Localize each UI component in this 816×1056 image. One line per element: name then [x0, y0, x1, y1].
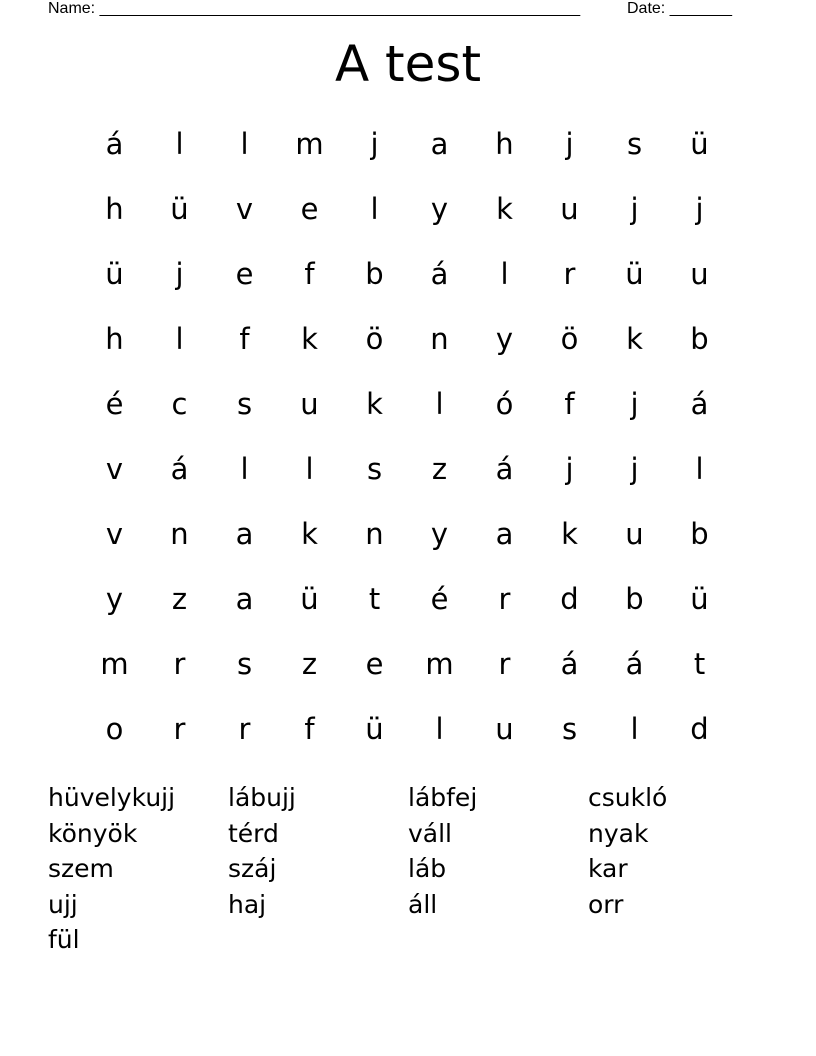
grid-cell: t	[368, 582, 381, 616]
grid-cell: a	[235, 582, 254, 616]
grid-cell: á	[495, 452, 514, 486]
grid-cell: ü	[625, 257, 644, 291]
grid-cell: j	[695, 192, 704, 226]
grid-cell: z	[301, 647, 318, 681]
grid-cell: ü	[170, 192, 189, 226]
grid-cell: á	[105, 127, 124, 161]
word-list-item: áll	[408, 889, 438, 919]
grid-cell: h	[105, 192, 124, 226]
grid-cell: u	[690, 257, 709, 291]
grid-cell: n	[365, 517, 384, 551]
grid-cell: á	[625, 647, 644, 681]
grid-cell: b	[365, 257, 384, 291]
grid-cell: k	[301, 517, 318, 551]
grid-cell: l	[240, 452, 249, 486]
grid-cell: h	[495, 127, 514, 161]
grid-cell: v	[235, 192, 254, 226]
grid-cell: ö	[365, 322, 384, 356]
grid-cell: j	[630, 452, 639, 486]
word-list	[48, 780, 768, 958]
grid-cell: k	[301, 322, 318, 356]
grid-cell: z	[431, 452, 448, 486]
grid-cell: f	[239, 322, 250, 356]
word-list-item: kar	[588, 854, 628, 883]
grid-cell: ü	[365, 712, 384, 746]
grid-cell: ü	[300, 582, 319, 616]
word-list-item: lábfej	[408, 783, 478, 812]
grid-cell: l	[695, 452, 704, 486]
grid-cell: s	[236, 647, 253, 681]
grid-cell: l	[240, 127, 249, 161]
grid-cell: t	[693, 647, 706, 681]
date-field-label: Date: _______	[627, 0, 732, 17]
grid-cell: j	[630, 387, 639, 421]
grid-cell: d	[560, 582, 579, 616]
grid-cell: n	[170, 517, 189, 551]
grid-cell: á	[560, 647, 579, 681]
grid-cell: s	[626, 127, 643, 161]
grid-cell: ö	[560, 322, 579, 356]
word-list-item: szem	[48, 854, 114, 883]
grid-cell: r	[563, 257, 576, 291]
grid-cell: e	[365, 647, 384, 681]
page-title: A test	[334, 35, 482, 93]
grid-cell: u	[495, 712, 514, 746]
grid-cell: á	[690, 387, 709, 421]
grid-cell: v	[105, 452, 124, 486]
grid-cell: j	[565, 127, 574, 161]
grid-cell: k	[561, 517, 578, 551]
grid-cell: á	[430, 257, 449, 291]
grid-cell: o	[105, 712, 124, 746]
word-list-item: hüvelykujj	[48, 783, 176, 812]
grid-cell: s	[366, 452, 383, 486]
grid-cell: m	[100, 647, 129, 681]
grid-cell: l	[175, 322, 184, 356]
grid-cell: f	[304, 712, 315, 746]
word-list-item: könyök	[48, 818, 138, 848]
grid-cell: ü	[105, 257, 124, 291]
word-list-item: lábujj	[228, 783, 296, 812]
grid-cell: s	[236, 387, 253, 421]
grid-cell: e	[300, 192, 319, 226]
word-list-item: nyak	[588, 818, 649, 848]
grid-cell: ü	[690, 127, 709, 161]
grid-cell: ü	[690, 582, 709, 616]
grid-cell: y	[430, 517, 449, 551]
grid-cell: r	[173, 712, 186, 746]
grid-cell: n	[430, 322, 449, 356]
word-list-item: csukló	[588, 783, 668, 812]
grid-cell: v	[105, 517, 124, 551]
grid-cell: l	[630, 712, 639, 746]
grid-cell: f	[564, 387, 575, 421]
word-list-item: ujj	[48, 889, 78, 919]
grid-cell: k	[626, 322, 643, 356]
grid-cell: j	[565, 452, 574, 486]
letter-grid	[82, 112, 732, 762]
grid-cell: z	[171, 582, 188, 616]
grid-cell: b	[625, 582, 644, 616]
grid-cell: k	[496, 192, 513, 226]
grid-cell: é	[105, 387, 124, 421]
grid-cell: é	[430, 582, 449, 616]
header-line	[48, 0, 748, 20]
grid-cell: j	[630, 192, 639, 226]
grid-cell: a	[495, 517, 514, 551]
grid-cell: u	[300, 387, 319, 421]
grid-cell: á	[170, 452, 189, 486]
grid-cell: l	[305, 452, 314, 486]
word-list-item: térd	[228, 818, 279, 848]
word-list-item: haj	[228, 889, 267, 919]
grid-cell: c	[171, 387, 188, 421]
grid-cell: a	[430, 127, 449, 161]
grid-cell: k	[366, 387, 383, 421]
grid-cell: y	[495, 322, 514, 356]
grid-cell: b	[690, 517, 709, 551]
word-list-item: váll	[408, 818, 453, 848]
word-list-item: láb	[408, 854, 447, 883]
grid-cell: m	[295, 127, 324, 161]
grid-cell: h	[105, 322, 124, 356]
grid-cell: ó	[495, 387, 514, 421]
grid-cell: l	[175, 127, 184, 161]
word-list-item: orr	[588, 889, 624, 919]
grid-cell: y	[430, 192, 449, 226]
grid-cell: y	[105, 582, 124, 616]
grid-cell: r	[238, 712, 251, 746]
grid-cell: r	[498, 582, 511, 616]
grid-cell: a	[235, 517, 254, 551]
grid-cell: m	[425, 647, 454, 681]
grid-cell: l	[500, 257, 509, 291]
name-field-label: Name: ______________________________________________________	[48, 0, 581, 17]
grid-cell: u	[625, 517, 644, 551]
grid-cell: u	[560, 192, 579, 226]
grid-cell: l	[435, 712, 444, 746]
word-list-item: fül	[48, 925, 80, 954]
grid-cell: d	[690, 712, 709, 746]
grid-cell: e	[235, 257, 254, 291]
grid-cell: j	[175, 257, 184, 291]
word-list-item: száj	[228, 854, 277, 883]
grid-cell: s	[561, 712, 578, 746]
grid-cell: l	[370, 192, 379, 226]
grid-cell: b	[690, 322, 709, 356]
grid-cell: r	[498, 647, 511, 681]
grid-cell: r	[173, 647, 186, 681]
grid-cell: l	[435, 387, 444, 421]
grid-cell: j	[370, 127, 379, 161]
grid-cell: f	[304, 257, 315, 291]
